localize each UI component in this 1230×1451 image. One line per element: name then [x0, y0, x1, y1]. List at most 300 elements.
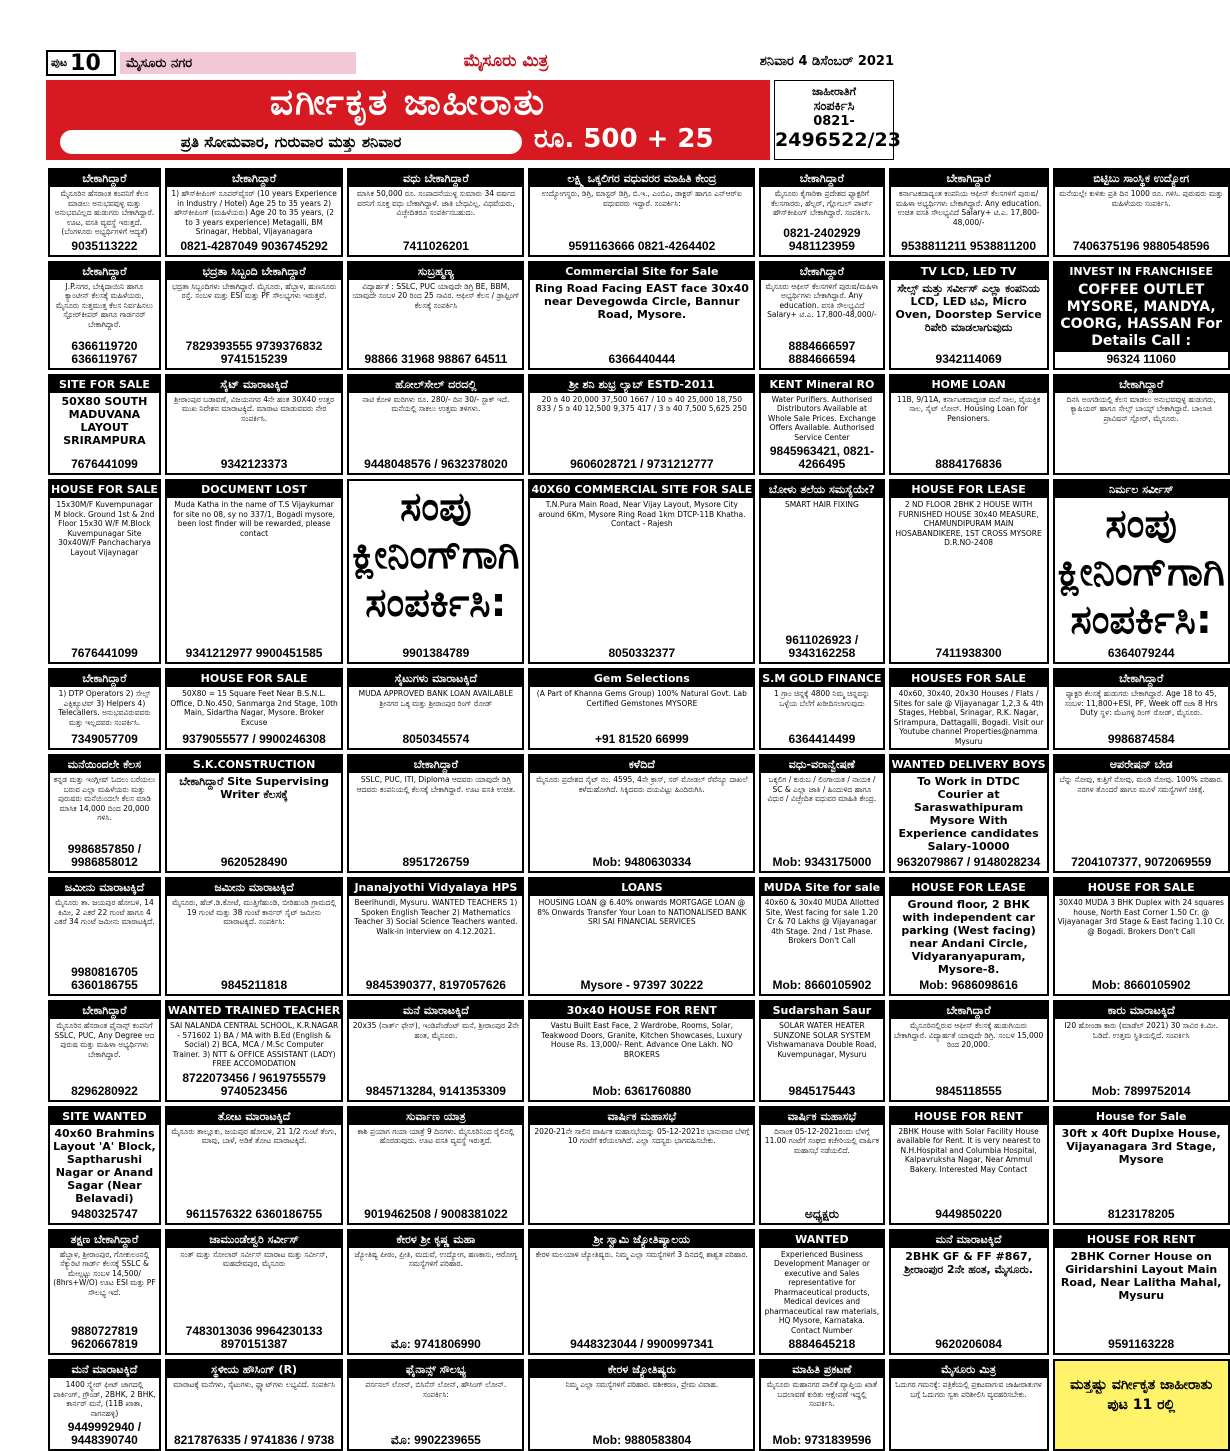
ad-heading: INVEST IN FRANCHISEE [1055, 263, 1228, 280]
ad-heading: ಬೇಕಾಗಿದ್ದಾರೆ [891, 1002, 1047, 1019]
classifieds-banner [46, 80, 770, 160]
ad-box [48, 668, 161, 750]
ad-box [889, 1229, 1049, 1356]
ad-body: 30ft x 40ft Duplxe House, Vijayanagara 3rd Stage, Mysore [1061, 1126, 1221, 1166]
ad-heading: ಕಳೆದಿದೆ [530, 756, 753, 773]
ad-box [165, 479, 343, 664]
ad-body: 1400 ಸ್ಕ್ವೇರ್ ಫೀಟ್ ಜಾಗದಲ್ಲಿ ಪಾರ್ಕಿಂಗ್, ಗ್ರೌಂಡ್, 2BHK, 2 BHK, ಕಾರ್ನರ್ ಮನೆ, (11B ಖಾತಾ, ನಾಗನಹಳ್ಳಿ) [53, 1380, 156, 1418]
ad-body: ವಿದ್ಯಾರ್ಹತೆ : SSLC, PUC ಯಾವುದೇ ಡಿಗ್ರಿ BE, BBM, ಯಾವುದೇ ಸಂಬಳ 20 ರಿಂದ 25 ಸಾವಿರ. ಆಫೀಸ್ ಕೆಲಸ / ಡ್ರಾಫ್ಟಿಂಗ್ ಕೆಲಸಕ್ಕೆ ಸಂಪರ್ಕಿಸಿ [352, 281, 520, 310]
ad-box [759, 1106, 884, 1225]
ad-body: Muda Katha in the name of T.S Vijaykumar for site no 08, sy no 337/1, Bogadi mysore, been lost finder will be rewarded, please contact [173, 500, 336, 538]
ad-heading: 40X60 COMMERCIAL SITE FOR SALE [531, 483, 753, 496]
ad-phone: 9620528490 [220, 855, 288, 869]
ad-phone: ಮೊ: 9902239655 [390, 1433, 481, 1447]
ad-heading: TV LCD, LED TV [891, 263, 1047, 280]
ad-heading: ಜಮೀನು ಮಾರಾಟಕ್ಕಿದೆ [50, 879, 159, 896]
ad-body: 2BHK House with Solar Facility House available for Rent. It is very nearest to N.H.Hospital and Columbia Hospital, Kalpavruksha Nagar, Near Ammul Bakery. Interested May Contact [896, 1126, 1041, 1174]
ad-box [889, 668, 1049, 750]
ad-body: Beerihundi, Mysuru. WANTED TEACHERS 1) Spoken English Teacher 2) Mathematics Teacher 3) Social Science Teachers wanted. Walk-in interview on 4.12.2021. [354, 898, 518, 936]
ad-box [347, 668, 524, 750]
ad-box [347, 877, 524, 996]
ad-phone: 9845118555 [935, 1083, 1002, 1098]
ad-box [48, 754, 161, 873]
ad-heading: Jnanajyothi Vidyalaya HPS [349, 879, 522, 896]
ad-heading: HOUSE FOR SALE [1055, 879, 1228, 896]
ad-heading: House for Sale [1055, 1108, 1228, 1125]
ad-body: ಸಂಪು ಕ್ಲೀನಿಂಗ್‌ಗಾಗಿ ಸಂಪರ್ಕಿಸಿ: [352, 484, 520, 626]
ad-phone: 9980816705 6360186755 [71, 965, 138, 992]
ad-heading: ಆಪರೇಷನ್ ಬೇಡ [1055, 756, 1228, 773]
ad-heading: ಜಾಮುಂಡೇಶ್ವರಿ ಸರ್ವೀಸ್ [167, 1231, 341, 1248]
ad-heading: ಕೇರಳ ಜ್ಯೋತಿಷ್ಯರು [530, 1361, 753, 1378]
ad-phone: 9379055577 / 9900246308 [182, 732, 326, 746]
ads-grid [48, 168, 1225, 1447]
ad-phone: 8884666597 8884666594 [788, 338, 856, 366]
ad-phone: 7676441099 [71, 457, 138, 471]
ad-body: Water Purifiers. Authorised Distributors Available at Whole Sale Prices. Exchange Offers Available. Authorised Service Center [767, 394, 876, 442]
ad-box [48, 1106, 161, 1225]
ad-heading: ಮನೆ ಮಾರಾಟಕ್ಕಿದೆ [891, 1231, 1047, 1248]
ad-heading: WANTED [761, 1231, 882, 1248]
ad-body: ಭದ್ರತಾ ಸಿಬ್ಬಂದಿಗಳು ಬೇಕಾಗಿದ್ದಾರೆ. ಮೈಸೂರು, ಹೆಬ್ಬಾಳ, ಹುಣಸೂರು ರಸ್ತೆ. ಸಂಬಳ ಮತ್ತು ESI ಮತ್ತು PF ಸೌಲಭ್ಯಗಳು ಇರುತ್ತವೆ. [171, 281, 337, 300]
ad-box [1053, 1106, 1230, 1225]
ad-box [889, 877, 1049, 996]
ad-phone: +91 81520 66999 [594, 732, 689, 746]
ad-heading: ಭದ್ರತಾ ಸಿಬ್ಬಂದಿ ಬೇಕಾಗಿದ್ದಾರೆ [167, 263, 341, 280]
ad-box [889, 1359, 1049, 1451]
ad-heading: ಹೋಲ್‌ಸೇಲ್ ದರದಲ್ಲಿ [349, 376, 522, 393]
ad-body: SOLAR WATER HEATER SUNZONE SOLAR SYSTEM Vishwamanava Double Road, Kuvempunagar, Mysuru [767, 1021, 877, 1059]
ad-phone: Mob: 7899752014 [1091, 1083, 1191, 1098]
ad-box [347, 374, 524, 476]
ad-box [347, 1229, 524, 1356]
ad-phone: 7349057709 [71, 732, 138, 746]
ad-phone: Mob: 6361760880 [592, 1083, 692, 1098]
ad-box [889, 374, 1049, 476]
ad-heading: ತಕ್ಷಣ ಬೇಕಾಗಿದ್ದಾರೆ [50, 1231, 159, 1248]
ad-body: ನಿಮ್ಮ ಎಲ್ಲಾ ಸಮಸ್ಯೆಗಳಿಗೆ ಪರಿಹಾರ. ವಶೀಕರಣ, ಪ್ರೇಮ ವಿವಾಹ. [565, 1380, 719, 1389]
ad-box [347, 1359, 524, 1451]
ad-phone: 8951726759 [402, 855, 470, 869]
ad-body: 2020-21ನೇ ಸಾಲಿನ ವಾರ್ಷಿಕ ಮಹಾಸಭೆಯನ್ನು 05-12-2021ರ ಭಾನುವಾರ ಬೆಳಗ್ಗೆ 10 ಗಂಟೆಗೆ ಕರೆಯಲಾಗಿದೆ. ಎಲ್ಲಾ ಸದಸ್ಯರು ಭಾಗವಹಿಸಬೇಕು. [534, 1126, 750, 1145]
ad-phone: 8050332377 [608, 646, 676, 660]
ad-heading: ಮೈಸೂರು ಮಿತ್ರ [891, 1361, 1047, 1378]
ad-body: 20 ಡಿ 40 20,000 37,500 1667 / 10 ಡಿ 40 25,000 18,750 833 / 5 ಡಿ 40 12,500 9,375 417 / 3 ಡಿ 40 7,500 5,625 250 [536, 394, 747, 413]
ad-phone: 9019462508 / 9008381022 [364, 1206, 508, 1221]
ad-phone: 9620206084 [935, 1337, 1002, 1351]
ad-body: ಮೈಸೂರು, ಹೆಚ್.ಡಿ.ಕೋಟೆ, ಮುತ್ತಿಗೆಹುಂಡಿ, ಬೀರಿಹುಂಡಿ ಗ್ರಾಮದಲ್ಲಿ 19 ಗುಂಟೆ ಮತ್ತು 38 ಗುಂಟೆ ಕಾರ್ನರ್ ಸೈಟ್ ಜಮೀನು ಮಾರಾಟಕ್ಕಿದೆ. ಸಂಪರ್ಕಿಸಿ: [172, 898, 337, 926]
ad-box [889, 168, 1049, 257]
ad-box [759, 1229, 884, 1356]
ad-heading: ವಾರ್ಷಿಕ ಮಹಾಸಭೆ [530, 1108, 753, 1125]
ad-heading: HOME LOAN [891, 376, 1047, 393]
ad-box [48, 479, 161, 664]
ad-phone: 7411938300 [935, 646, 1002, 660]
ad-box [1053, 668, 1230, 750]
ad-box [528, 668, 755, 750]
ad-heading: WANTED TRAINED TEACHER [167, 1004, 341, 1017]
ad-heading: HOUSE FOR LEASE [891, 879, 1047, 896]
ad-phone: 9341212977 9900451585 [185, 646, 323, 660]
ad-body: 50X80 SOUTH MADUVANA LAYOUT SRIRAMPURA [61, 394, 148, 447]
ad-heading: ಸೈಟ್ ಮಾರಾಟಕ್ಕಿದೆ [167, 376, 341, 393]
ad-heading: ಬೇಕಾಗಿದ್ದಾರೆ [167, 170, 341, 187]
ad-box [347, 1000, 524, 1102]
page-number: 10 [70, 50, 101, 76]
ad-box [48, 1359, 161, 1451]
ad-heading: ಸೈಟುಗಳು ಮಾರಾಟಕ್ಕಿದೆ [349, 670, 522, 687]
ad-box [165, 668, 343, 750]
ad-body: ಜ್ಯೋತಿಷ್ಯ ಪೀಠಂ, ಪ್ರೀತಿ, ಮದುವೆ, ಉದ್ಯೋಗ, ಹಣಕಾಸು, ಆರೋಗ್ಯ ಸಮಸ್ಯೆಗಳಿಗೆ ಪರಿಹಾರ. [354, 1249, 518, 1268]
ad-heading: ಬೇಕಾಗಿದ್ದಾರೆ [50, 670, 159, 687]
ad-phone: 9901384789 [402, 646, 470, 660]
ad-body: HOUSING LOAN @ 6.40% onwards MORTGAGE LOAN @ 8% Onwards Transfer Your Loan to NATIONALISED BANK SRI SAI FINANCIAL SERVICES [537, 898, 747, 926]
ad-body: ಮತ್ತಷ್ಟು ವರ್ಗೀಕೃತ ಜಾಹೀರಾತು ಪುಟ 11 ರಲ್ಲಿ [1070, 1377, 1213, 1413]
ad-box [165, 374, 343, 476]
ad-body: 20x35 (ನಾರ್ತ್ ಫೇಸ್), ಇಂಡಿಪೆಂಡೆಂಟ್ ಮನೆ, ಶ್ರೀರಾಂಪುರ 2ನೇ ಹಂತ, ಮೈಸೂರು. [352, 1021, 519, 1040]
ad-box [48, 1229, 161, 1356]
ad-heading: SITE FOR SALE [50, 376, 159, 393]
ad-box [759, 1000, 884, 1102]
ad-box [528, 374, 755, 476]
ad-body: J.P.ನಗರ, ಬೇಕ್ಕಿದಾಯಿನಿ ಹಾಗೂ ಕ್ಯಾಂಟೀನ್ ಕೆಲಸಕ್ಕೆ ಮಹಿಳೆಯರು, ಮೈಸೂರು ಸುತ್ತಮುತ್ತ ಕೆಲಸ ನಿರ್ವಹಿಸಲು ಸ್ಟೋರ್‌ಕೀಪರ್ ಹಾಗೂ ಗಾರ್ಡನರ್ ಬೇಕಾಗಿದ್ದಾರೆ. [55, 281, 153, 329]
ad-body: ಶ್ರೀರಾಂಪುರ ಬಡಾವಣೆ, ವಿಜಯನಗರ 4ನೇ ಹಂತ 30X40 ಉತ್ತರ ಮುಖ ನಿವೇಶನ ಮಾರಾಟಕ್ಕಿದೆ. ಮಾರಾಟ ಮಾಡುವವರು ನೇರ ಸಂಪರ್ಕಿಸಿ. [174, 394, 334, 423]
ad-heading: HOUSES FOR SALE [891, 670, 1047, 687]
ad-body: 2 ND FLOOR 2BHK 2 HOUSE WITH FURNISHED HOUSE 30x40 MEASURE, CHAMUNDIPURAM MAIN HOSABANDIKERE, 1ST CROSS MYSORE D.R.NO-2408 [895, 500, 1042, 547]
ad-body: ಮೈಸೂರು ಆಫೀಸ್ ಕೆಲಸಗಳಿಗೆ ಪುರುಷ/ಮಹಿಳಾ ಅಭ್ಯರ್ಥಿಗಳು ಬೇಕಾಗಿದ್ದಾರೆ. Any education. ವಸತಿ ಸೌಲಭ್ಯವಿದೆ Salary+ ಟಿ.ಎ. 17,800-48,000/- [765, 281, 879, 319]
ad-body: Experienced Business Development Manager or executive and Sales representative for Pharmaceutical products, Medical devices and pharmaceutical raw materials, HQ Mysore, Karnataka. Contact Number [764, 1249, 880, 1335]
ad-body: MUDA APPROVED BANK LOAN AVAILABLE ಶ್ರೀನಗರ ಒಕ್ಕ ಮತ್ತು ಶ್ರೀರಾಂಪುರ ರಿಂಗ್ ರೋಡ್ [358, 689, 514, 708]
page-label: ಪುಟ [51, 56, 68, 69]
ad-heading: ಕೇರಳ ಶ್ರೀ ಕೃಷ್ಣ ಮಹಾ [349, 1231, 522, 1248]
ad-body: ಮೈಸೂರಿನ ಹೆಸರಾಂತ ಫೈನಾನ್ಸ್ ಕಂಪನಿಗೆ SSLC, PUC, Any Degree ಆದ ಪುರುಷ ಮತ್ತು ಮಹಿಳಾ ಅಭ್ಯರ್ಥಿಗಳು ಬೇಕಾಗಿದ್ದಾರೆ. [54, 1021, 155, 1059]
contact-line-3: 0821- [813, 114, 855, 129]
ad-heading: ಜಮೀನು ಮಾರಾಟಕ್ಕಿದೆ [167, 879, 341, 896]
ad-body: ಮೈಸೂರು ಕೈಗಾರಿಕಾ ಪ್ರದೇಶದ ಫ್ಯಾಕ್ಟರಿಗೆ ಕೆಲಸಗಾರರು, ಹೆಲ್ಪರ್, ಗ್ಲೋಬಲ್ ಪಾರ್ಟ್ ಹೌಸ್‌ಕೀಪಿಂಗ್ ಬೇಕಾಗಿದ್ದಾರೆ. ಸಂಪರ್ಕಿಸಿ. [771, 189, 873, 217]
ad-box [347, 1106, 524, 1225]
ad-phone: 9449850220 [935, 1206, 1002, 1221]
ad-phone: Mob: 9731839596 [772, 1433, 872, 1447]
ad-phone: 9611026923 / 9343162258 [785, 633, 859, 660]
ad-box [347, 261, 524, 370]
ad-phone: 9480325747 [71, 1206, 138, 1221]
ad-body: ಮಾಸಿಕ 50,000 ರೂ. ಸಂಪಾದನೆಯುಳ್ಳ ಸುಮಾರು 34 ವರ್ಷದ ವರನಿಗೆ ಸೂಕ್ತ ವಧು ಬೇಕಾಗಿದ್ದಾಳೆ. ಜಾತಿ ಬೇಧವಿಲ್ಲ. ವಿಧವೆಯರು, ವಿಚ್ಛೇದಿತರೂ ಸಂಪರ್ಕಿಸಬಹುದು. [356, 189, 516, 217]
ad-box [1053, 479, 1230, 664]
ad-phone: 8296280922 [71, 1083, 138, 1098]
ad-heading: ಬೇಕಾಗಿದ್ದಾರೆ [349, 756, 522, 773]
ad-body: ಮೈಸೂರಿನಲ್ಲಿರುವ ಆಫೀಸ್ ಕೆಲಸಕ್ಕೆ ಹುಡುಗಿಯರು ಬೇಕಾಗಿದ್ದಾರೆ. ವಿದ್ಯಾರ್ಹತೆ ಯಾವುದೇ ಡಿಗ್ರಿ. ಸಂಬಳ 15,000 ರಿಂದ 20,000. [893, 1021, 1044, 1049]
ad-heading: S.M GOLD FINANCE [762, 672, 882, 685]
section-city: ಮೈಸೂರು ನಗರ [120, 52, 356, 74]
ad-phone: 96324 11060 [1106, 351, 1176, 366]
masthead: ಮೈಸೂರು ಮಿತ್ರ [463, 51, 549, 71]
ad-phone: Mob: 9880583804 [592, 1433, 692, 1447]
ad-body: (A Part of Khanna Gems Group) 100% Natural Govt. Lab Certified Gemstones MYSORE [536, 689, 747, 708]
ad-phone: 9591163666 0821-4264402 [568, 238, 716, 253]
ad-phone: 7829393555 9739376832 9741515239 [185, 338, 323, 366]
ad-phone: 8722073456 / 9619755579 9740523456 [182, 1070, 326, 1098]
contact-line-1: ಜಾಹೀರಾತಿಗೆ [812, 85, 856, 98]
ad-phone: 9845175443 [788, 1083, 856, 1098]
ad-box [347, 754, 524, 873]
ad-phone: 9035113222 [71, 238, 138, 253]
ad-body: 2BHK GF & FF #867, ಶ್ರೀರಾಂಪುರ 2ನೇ ಹಂತ, ಮೈಸೂರು. [904, 1249, 1033, 1276]
banner-days: ಪ್ರತಿ ಸೋಮವಾರ, ಗುರುವಾರ ಮತ್ತು ಶನಿವಾರ [60, 130, 522, 154]
ad-box [165, 877, 343, 996]
issue-date: ಶನಿವಾರ 4 ಡಿಸೆಂಬರ್ 2021 [759, 54, 894, 69]
ad-body: SAI NALANDA CENTRAL SCHOOL, K.R.NAGAR - 571602 1) BA / MA with B.Ed (English & Social) 2) BCA, MCA / M.Sc Computer Trainer. 3) NTT & OFFICE ASSISTANT (LADY) FREE ACCOMODATION [170, 1021, 339, 1068]
ad-phone: 7676441099 [71, 646, 138, 660]
ad-phone: 9449992940 / 9448390740 [67, 1420, 142, 1447]
ad-heading: ನಿರ್ಮಲ ಸರ್ವೀಸ್ [1055, 481, 1228, 498]
ad-phone: 7411026201 [402, 238, 469, 253]
ad-box [528, 1000, 755, 1102]
ad-box [1053, 1229, 1230, 1356]
ad-heading: ವಧು-ವರಾನ್ವೇಷಣೆ [761, 756, 882, 773]
ad-heading: ಶ್ರೀ ಶನಿ ಶುಭ್ರ ಲ್ಯಾಬ್ ESTD-2011 [530, 376, 753, 393]
ad-box [528, 754, 755, 873]
ad-box [165, 1106, 343, 1225]
ad-heading: ಸುರ್ವಾಣ ಯಾತ್ರ [349, 1108, 522, 1125]
ad-heading: DOCUMENT LOST [167, 481, 341, 498]
ad-body: ಉದ್ಯೋಗಸ್ಥರು, ಡಿಗ್ರಿ, ಮಾಸ್ಟರ್ ಡಿಗ್ರಿ, ಬಿ.ಇ., ಎಂಬಿಎ, ಡಾಕ್ಟರ್ ಹಾಗೂ ಎನ್‌ಆರ್‌ಐ ವಧುವರರು ಇದ್ದಾರೆ. ಸಂಪರ್ಕಿಸಿ: [541, 189, 742, 208]
ad-heading: SITE WANTED [50, 1108, 159, 1125]
ad-box [759, 261, 884, 370]
ad-box [889, 1000, 1049, 1102]
ad-heading: 30x40 HOUSE FOR RENT [530, 1002, 753, 1019]
ad-box [165, 1000, 343, 1102]
ad-body: To Work in DTDC Courier at Saraswathipuram Mysore With Experience candidates Salary-10000 [898, 775, 1039, 853]
contact-box [774, 80, 901, 160]
ad-heading: ಫೈನಾನ್ಸ್ ಸೌಲಭ್ಯ [349, 1361, 522, 1378]
ad-phone: 6364079244 [1107, 646, 1175, 660]
ad-box [528, 1106, 755, 1225]
ad-box [48, 877, 161, 996]
ad-phone: 9342123373 [220, 457, 288, 471]
ad-body: ಮನೆಯಲ್ಲೇ ಕುಳಿತು ಪ್ರತಿ ದಿನ 1000 ರೂ. ಗಳಿಸಿ. ಪುರುಷರು ಮತ್ತು ಮಹಿಳೆಯರು ಸಂಪರ್ಕಿಸಿ. [1059, 189, 1224, 208]
ad-body: T.N.Pura Main Road, Near Vijay Layout, Mysore City around 6Km, Mysore Ring Road 1km DTCP-11B Khatha. Contact - Rajesh [538, 500, 746, 528]
ad-body: ಮೈಸೂರು ಪ್ರದೇಶದ ಸೈಟ್ ನಂ. 4595, 4ನೇ ಕ್ರಾಸ್, ಸರ್ ಮೋಡಲ್ ರೆವೆನ್ಯೂ ದಾಖಲೆ ಕಳೆದುಹೋಗಿದೆ. ಸಿಕ್ಕಿದವರು ದಯವಿಟ್ಟು ಹಿಂದಿರುಗಿಸಿ. [536, 775, 748, 794]
ad-heading: ಕಾರು ಮಾರಾಟಕ್ಕಿದೆ [1055, 1002, 1228, 1019]
ad-heading: ಬೇಕಾಗಿದ್ದಾರೆ [50, 263, 159, 280]
ad-heading: Gem Selections [530, 670, 753, 687]
ad-phone: 7483013036 9964230133 8970151387 [185, 1324, 323, 1351]
ad-phone: 9986857850 / 9986858012 [67, 842, 142, 869]
ad-phone: 9342114069 [935, 351, 1002, 366]
ad-heading: ಬೋಳು ತಲೆಯ ಸಮಸ್ಯೆಯೇ? [761, 481, 882, 498]
ad-body: ಮೈಸೂರು ತಾ. ಜಯಪುರ ಹೋಬಳಿ, 14 ಕಿಮೀ, 2 ಎಕರೆ 22 ಗುಂಟೆ ಹಾಗೂ 4 ಎಕರೆ 34 ಗುಂಟೆ ಜಮೀನು ಮಾರಾಟಕ್ಕಿದೆ. [54, 898, 155, 926]
ad-box [165, 1359, 343, 1451]
ad-box [889, 261, 1049, 370]
ad-box [528, 1229, 755, 1356]
ad-body: 1) DTP Operators 2) ಸೇಲ್ಸ್ ಎಕ್ಸಿಕ್ಯೂಟಿವ್ 3) Helpers 4) Telecallers. ಅನುಭವವಿರುವವರು ಮತ್ತು ಇಲ್ಲದವರು ಸಂಪರ್ಕಿಸಿ. [58, 689, 151, 727]
page-number-box [46, 50, 116, 76]
ad-body: ಮಾರಾಟಕ್ಕೆ ಮನೆಗಳು, ಸೈಟುಗಳು, ಫ್ಲ್ಯಾಟ್‌ಗಳು ಲಭ್ಯವಿದೆ. ಸಂಪರ್ಕಿಸಿ [173, 1380, 335, 1389]
ad-body: Vastu Built East Face, 2 Wardrobe, Rooms, Solar, Teakwood Doors, Granite, Kitchen Showcases, Luxury House Rs. 13,000/- Rent. Advance One Lakh. NO BROKERS [541, 1021, 743, 1059]
ad-body: ಮೈಸೂರು ಮಹಾನಗರ ಪಾಲಿಕೆ ವ್ಯಾಪ್ತಿಯ ಖಾತೆ ಬದಲಾವಣೆ ಕುರಿತು ಆಕ್ಷೇಪಣೆ ಇದ್ದಲ್ಲಿ ಸಂಪರ್ಕಿಸಿ. [766, 1380, 878, 1408]
ad-heading: HOUSE FOR LEASE [891, 481, 1047, 498]
ad-body: 40x60 & 30x40 MUDA Allotted Site, West facing for sale 1.20 Cr & 70 Lakhs @ Vijayanagar 4th Stage. 2nd / 1st Phase. Brokers Don't Call [764, 898, 880, 945]
ad-phone: 0821-4287049 9036745292 [180, 238, 328, 253]
ad-box [1053, 1359, 1230, 1451]
ad-phone: 6366440444 [608, 351, 676, 366]
ad-body: Ring Road Facing EAST face 30x40 near Devegowda Circle, Bannur Road, Mysore. [534, 281, 749, 321]
ad-phone: ಅಧ್ಯಕ್ಷರು [804, 1206, 839, 1221]
ad-heading: ಮನೆ ಮಾರಾಟಕ್ಕಿದೆ [50, 1361, 159, 1378]
ad-heading: ಶ್ರೀ ಸ್ವಾಮಿ ಜ್ಯೋತಿಷ್ಯಾಲಯ [530, 1231, 753, 1248]
ad-phone: ಮೊ: 9741806990 [390, 1337, 481, 1351]
ad-phone: 9845390377, 8197057626 [365, 978, 506, 992]
ad-phone: 6366119720 6366119767 [71, 338, 138, 366]
ad-phone: Mysore - 97397 30222 [580, 978, 704, 992]
ad-phone: 9986874584 [1107, 732, 1175, 746]
ad-phone: 9606028721 / 9731212777 [570, 457, 714, 471]
ad-body: ದಿನಸಿ ಅಂಗಡಿಯಲ್ಲಿ ಕೆಲಸ ಮಾಡಲು ಅನುಭವವುಳ್ಳ ಹುಡುಗರು, ಕ್ಯಾಷಿಯರ್ ಹಾಗೂ ಸೇಲ್ಸ್ ಬಾಯ್ಸ್ ಬೇಕಾಗಿದ್ದಾರೆ. ಬಾಲಾಜಿ ಪ್ರಾವಿಷನ್ ಸ್ಟೋರ್, ಮೈಸೂರು. [1066, 394, 1216, 423]
ad-box [1053, 754, 1230, 873]
ad-heading: ಬೇಕಾಗಿದ್ದಾರೆ [50, 1002, 159, 1019]
ad-box [528, 479, 755, 664]
ad-box [1053, 168, 1230, 257]
ad-heading: ಮಾಹಿತಿ ಪ್ರಕಟಣೆ [761, 1361, 882, 1378]
ad-phone: 9448048576 / 9632378020 [364, 457, 508, 471]
ad-body: ಬೇಕಾಗಿದ್ದಾರೆ Site Supervising Writer ಕೆಲಸಕ್ಕೆ [179, 775, 329, 801]
ad-body: SSLC, PUC, ITI, Diploma ಆದವರು ಯಾವುದೇ ಡಿಗ್ರಿ ಆದವರು ಕಂಪನಿಯಲ್ಲಿ ಕೆಲಸಕ್ಕೆ ಬೇಕಾಗಿದ್ದಾರೆ. ಊಟ ವಸತಿ ಉಚಿತ. [356, 775, 516, 794]
ad-body: ಕಾಶಿ ಪ್ರಯಾಗ ಗಯಾ ಯಾತ್ರೆ 9 ದಿನಗಳು. ಮೈಸೂರಿನಿಂದ ರೈಲಿನಲ್ಲಿ ಹೊರಡುವುದು. ಊಟ ವಸತಿ ವ್ಯವಸ್ಥೆ ಇರುತ್ತದೆ. [357, 1126, 515, 1145]
ad-box [165, 168, 343, 257]
ad-phone: 9845963421, 0821-4266495 [769, 444, 874, 471]
ad-box [48, 1000, 161, 1102]
ad-phone: 8884176836 [935, 457, 1002, 471]
ad-box [759, 168, 884, 257]
contact-line-2: ಸಂಪರ್ಕಿಸಿ [813, 99, 855, 114]
ad-body: ಕೇರಳ ಮಲಯಾಳಿ ಜ್ಯೋತಿಷ್ಯರು. ನಿಮ್ಮ ಎಲ್ಲಾ ಸಮಸ್ಯೆಗಳಿಗೆ 3 ದಿನದಲ್ಲಿ ಶಾಶ್ವತ ಪರಿಹಾರ. [535, 1249, 748, 1259]
ad-heading: ಸ್ಥಳೀಯ ಹೌಸಿಂಗ್ (R) [167, 1361, 341, 1378]
ad-phone: 9632079867 / 9148028234 [896, 855, 1041, 869]
ad-box [165, 1229, 343, 1356]
ad-phone: Mob: 9686098616 [919, 978, 1018, 992]
ad-heading: KENT Mineral RO [761, 376, 882, 393]
ad-body: 1 ಗ್ರಾಂ ಚಿನ್ನಕ್ಕೆ 4800 ನಿಮ್ಮ ಚಿನ್ನವನ್ನು ಒಳ್ಳೆಯ ಬೆಲೆಗೆ ಖರೀದಿಸಲಾಗುವುದು [774, 689, 870, 708]
contact-line-4: 2496522/23 [775, 129, 901, 151]
ad-box [48, 374, 161, 476]
ad-body: SMART HAIR FIXING [784, 500, 859, 509]
ad-heading: Commercial Site for Sale [530, 263, 753, 280]
ad-body: ಸಂಪು ಕ್ಲೀನಿಂಗ್‌ಗಾಗಿ ಸಂಪರ್ಕಿಸಿ: [1057, 501, 1225, 643]
ad-body: I20 ಹೋಂಡಾ ಕಾರು (ಮಾಡೆಲ್ 2021) 30 ಸಾವಿರ ಕಿ.ಮೀ. ಓಡಿದೆ. ಉತ್ತಮ ಸ್ಥಿತಿಯಲ್ಲಿದೆ. ಸಂಪರ್ಕಿಸಿ [1064, 1021, 1219, 1040]
ad-box [347, 168, 524, 257]
ad-heading: WANTED DELIVERY BOYS [891, 758, 1046, 771]
ad-box [347, 479, 524, 664]
ad-body: ಫ್ಯಾಕ್ಟರಿ ಕೆಲಸಕ್ಕೆ ಹುಡುಗರು ಬೇಕಾಗಿದ್ದಾರೆ. Age 18 to 45, ಸಂಬಳ: 11,800+ESI, PF, Week off ರಜಾ 8 Hrs Duty ಸ್ಥಳ: ಮೆಟಗಳ್ಳಿ ರಿಂಗ್ ರೋಡ್, ಮೈಸೂರು. [1064, 689, 1218, 717]
ad-heading: ಸುಬ್ರಹ್ಮಣ್ಯ [349, 263, 522, 280]
ad-phone: Mob: 9343175000 [772, 855, 872, 869]
ad-heading: ವಧು ಬೇಕಾಗಿದ್ದಾರೆ [349, 170, 522, 187]
ad-phone: 9845211818 [221, 978, 288, 992]
ad-body: 40x60, 30x40, 20x30 Houses / Flats / Sites for sale @ Vijayanagar 1,2,3 & 4th Stages, Hebbal, Srinagar, R.K. Nagar, Srirampura, Dattagalli, Bogadi. Visit our Youtube channel Properties@namma Mysuru [893, 689, 1044, 746]
ad-heading: MUDA Site for sale [761, 879, 882, 896]
ad-phone: 9880727819 9620667819 [71, 1324, 138, 1351]
ad-body: 11B, 9/11A, ಕರ್ನಾಟಕದಾದ್ಯಂತ ಮನೆ ಸಾಲ, ವೈಯಕ್ತಿಕ ಸಾಲ, ಸೈಟ್ ಲೋನ್. Housing Loan for Pensioners. [896, 394, 1041, 423]
ad-box [1053, 261, 1230, 370]
ad-heading: ಬೇಕಾಗಿದ್ದಾರೆ [891, 170, 1047, 187]
ad-phone: 0821-2402929 9481123959 [783, 225, 861, 253]
ad-box [759, 877, 884, 996]
ad-heading: ಬೇಕಾಗಿದ್ದಾರೆ [50, 170, 159, 187]
ad-heading: ಬೇಕಾಗಿದ್ದಾರೆ [1055, 376, 1228, 393]
ad-heading: ಲಕ್ಷ್ಮಿ ಒಕ್ಕಲಿಗರ ವಧುವರರ ಮಾಹಿತಿ ಕೇಂದ್ರ [530, 170, 753, 187]
ad-phone: 9845713284, 9141353309 [365, 1083, 506, 1098]
ad-phone: Mob: 9480630334 [592, 855, 692, 869]
ad-box [759, 754, 884, 873]
ad-box [759, 479, 884, 664]
ad-heading: ಮನೆಯಿಂದಲೇ ಕೆಲಸ [50, 756, 159, 773]
ad-heading: HOUSE FOR RENT [891, 1108, 1047, 1125]
ad-phone: 98866 31968 98867 64511 [364, 351, 508, 366]
ad-box [1053, 877, 1230, 996]
ad-box [48, 168, 161, 257]
ad-box [48, 261, 161, 370]
ad-body: ಸಂತ್ ಮತ್ತು ಸೋಲಾರ್ ಸರ್ವೀಸ್ ಮಾರಾಟ ಮತ್ತು ಸರ್ವೀಸ್, ಮಹದೇವಪುರ, ಮೈಸೂರು [180, 1249, 328, 1268]
ad-box [889, 479, 1049, 664]
ad-heading: S.K.CONSTRUCTION [167, 756, 341, 773]
ad-body: ದಿನಾಂಕ 05-12-2021ರಂದು ಬೆಳಗ್ಗೆ 11.00 ಗಂಟೆಗೆ ಸಂಘದ ಕಚೇರಿಯಲ್ಲಿ ವಾರ್ಷಿಕ ಮಹಾಸಭೆ ನಡೆಯಲಿದೆ. [764, 1126, 879, 1155]
ad-phone: Mob: 8660105902 [1091, 978, 1191, 992]
ad-body: ಒಕ್ಕಲಿಗ / ಕುರುಬ / ಲಿಂಗಾಯತ / ನಾಯಕ / SC & ಎಲ್ಲಾ ಜಾತಿ / ಹಿಂದುಳಿದ ಹಾಗೂ ವಿಧುರ / ವಿಚ್ಛೇದಿತ ವಧುವರ ಮಾಹಿತಿ ಕೇಂದ್ರ. [767, 775, 877, 803]
ad-box [1053, 374, 1230, 476]
ad-body: COFFEE OUTLET MYSORE, MANDYA, COORG, HASSAN For Details Call : [1055, 280, 1228, 352]
ad-box [759, 668, 884, 750]
ad-heading: ಬೇಕಾಗಿದ್ದಾರೆ [761, 170, 882, 187]
ad-box [759, 1359, 884, 1451]
ad-body: Ground floor, 2 BHK with independent car parking (West facing) near Andani Circle, Vidyaranyapuram, Mysore-8. [901, 898, 1036, 976]
ad-body: 50X80 = 15 Square Feet Near B.S.N.L. Office, D.No.450, Sanmarga 2nd Stage, 10th Main, Sidartha Nagar, Mysore. Broker Excuse [170, 689, 338, 727]
ad-phone: 8884645218 [788, 1337, 856, 1351]
ad-heading: Sudarshan Saur [761, 1002, 882, 1019]
ad-box [759, 374, 884, 476]
ad-body: ಓದುಗರ ಗಮನಕ್ಕೆ: ಪತ್ರಿಕೆಯಲ್ಲಿ ಪ್ರಕಟವಾಗುವ ಜಾಹೀರಾತುಗಳ ಬಗ್ಗೆ ಓದುಗರು ಸ್ವತಃ ಪರಿಶೀಲಿಸಿ ವ್ಯವಹರಿಸಬೇಕು. [895, 1380, 1042, 1399]
ad-phone: 8050345574 [402, 732, 470, 746]
ad-heading: ಬಿಟ್ಟಿಬು ಸಾಂಸ್ಥಿಕ ಉದ್ಯೋಗ [1055, 170, 1228, 187]
ad-body: ಕನ್ನಡ ಮತ್ತು ಇಂಗ್ಲೀಷ್ ಓದಲು ಬರೆಯಲು ಬರುವ ಎಲ್ಲಾ ಮಹಿಳೆಯರು ಮತ್ತು ಪುರುಷರು ಮನೆಯಿಂದಲೇ ಕೆಲಸ ಮಾಡಿ ಮಾಸಿಕ 14,000 ದಿಂದ 20,000 ಗಳಿಸಿ. [53, 775, 156, 822]
banner-title: ವರ್ಗೀಕೃತ ಜಾಹೀರಾತು [269, 82, 547, 123]
ad-heading: LOANS [530, 879, 753, 896]
ad-phone: 7406375196 9880548596 [1072, 238, 1210, 253]
ad-body: ನಾಟಿ ಕೋಳಿ ಮರಿಗಳು ರೂ. 280/- ದಿನ 30/- ಸ್ಟಾಕ್ ಇದೆ. ಮನೆಯಲ್ಲಿ ಸಾಕಲು ಉತ್ತಮ ತಳಿಗಳು. [362, 394, 510, 413]
ad-box [889, 754, 1049, 873]
ad-body: 30X40 MUDA 3 BHK Duplex with 24 squares house, North East Corner 1.50 Cr. @ Vijayanagar 3rd Stage & East facing 1.10 Cr. @ Bogadi. Brokers Don't Call [1057, 898, 1225, 936]
ad-body: 40x60 Brahmins Layout 'A' Block, Saptharushi Nagar or Anand Sagar (Near Belavadi) [53, 1126, 156, 1205]
ad-box [165, 261, 343, 370]
ad-body: ಬೆನ್ನು ನೋವು, ಕುತ್ತಿಗೆ ನೋವು, ಮಂಡಿ ನೋವು. 100% ಪರಿಹಾರ. ನರಗಳ ತೊಂದರೆ ಹಾಗೂ ಮೂಳೆ ಸಮಸ್ಯೆಗಳಿಗೆ ಚಿಕಿತ್ಸೆ. [1059, 775, 1224, 794]
ad-heading: ತೋಟ ಮಾರಾಟಕ್ಕಿದೆ [167, 1108, 341, 1125]
ad-body: ಮೈಸೂರಿನ ಹೆಸರಾಂತ ಕಂಪನಿಗೆ ಕೆಲಸ ಮಾಡಲು ಅನುಭವವುಳ್ಳ ಮತ್ತು ಅನುಭವವಿಲ್ಲದ ಹುಡುಗರು ಬೇಕಾಗಿದ್ದಾರೆ. ಊಟ, ವಸತಿ ವ್ಯವಸ್ಥೆ ಇರುತ್ತದೆ. (ಬೆಂಗಳೂರು ಅಭ್ಯರ್ಥಿಗಳಿಗೆ ಆದ್ಯತೆ) [54, 189, 155, 236]
ad-box [528, 168, 755, 257]
ad-box [528, 877, 755, 996]
ad-heading: ಬೇಕಾಗಿದ್ದಾರೆ [761, 263, 882, 280]
ad-heading: HOUSE FOR RENT [1055, 1231, 1228, 1248]
ad-phone: 9538811211 9538811200 [901, 238, 1036, 253]
ad-phone: 6364414499 [788, 732, 856, 746]
ad-heading: HOUSE FOR SALE [51, 483, 158, 496]
ad-phone: 8123178205 [1107, 1206, 1175, 1221]
ad-box [528, 1359, 755, 1451]
ad-heading: ಮನೆ ಮಾರಾಟಕ್ಕಿದೆ [349, 1002, 522, 1019]
ad-phone: 9611576322 6360186755 [186, 1206, 323, 1221]
ad-phone: 9448323044 / 9900997341 [570, 1337, 714, 1351]
ad-heading: ಬೇಕಾಗಿದ್ದಾರೆ [1055, 670, 1228, 687]
ad-body: 1) ಹೌಸ್‌ಕೀಪಿಂಗ್ ಸೂಪರ್‌ವೈಸರ್ (10 years Experience in Industry / Hotel) Age 25 to 35 years 2) ಹೌಸ್‌ಕೀಪಿಂಗ್ (ಮಹಿಳೆಯರು) Age 20 to 35 years, (2 to 3 years experience) Metagalli, BM Srinagar, Hebbal, Vijayanagara [171, 189, 337, 236]
ad-heading: HOUSE FOR SALE [167, 670, 341, 687]
